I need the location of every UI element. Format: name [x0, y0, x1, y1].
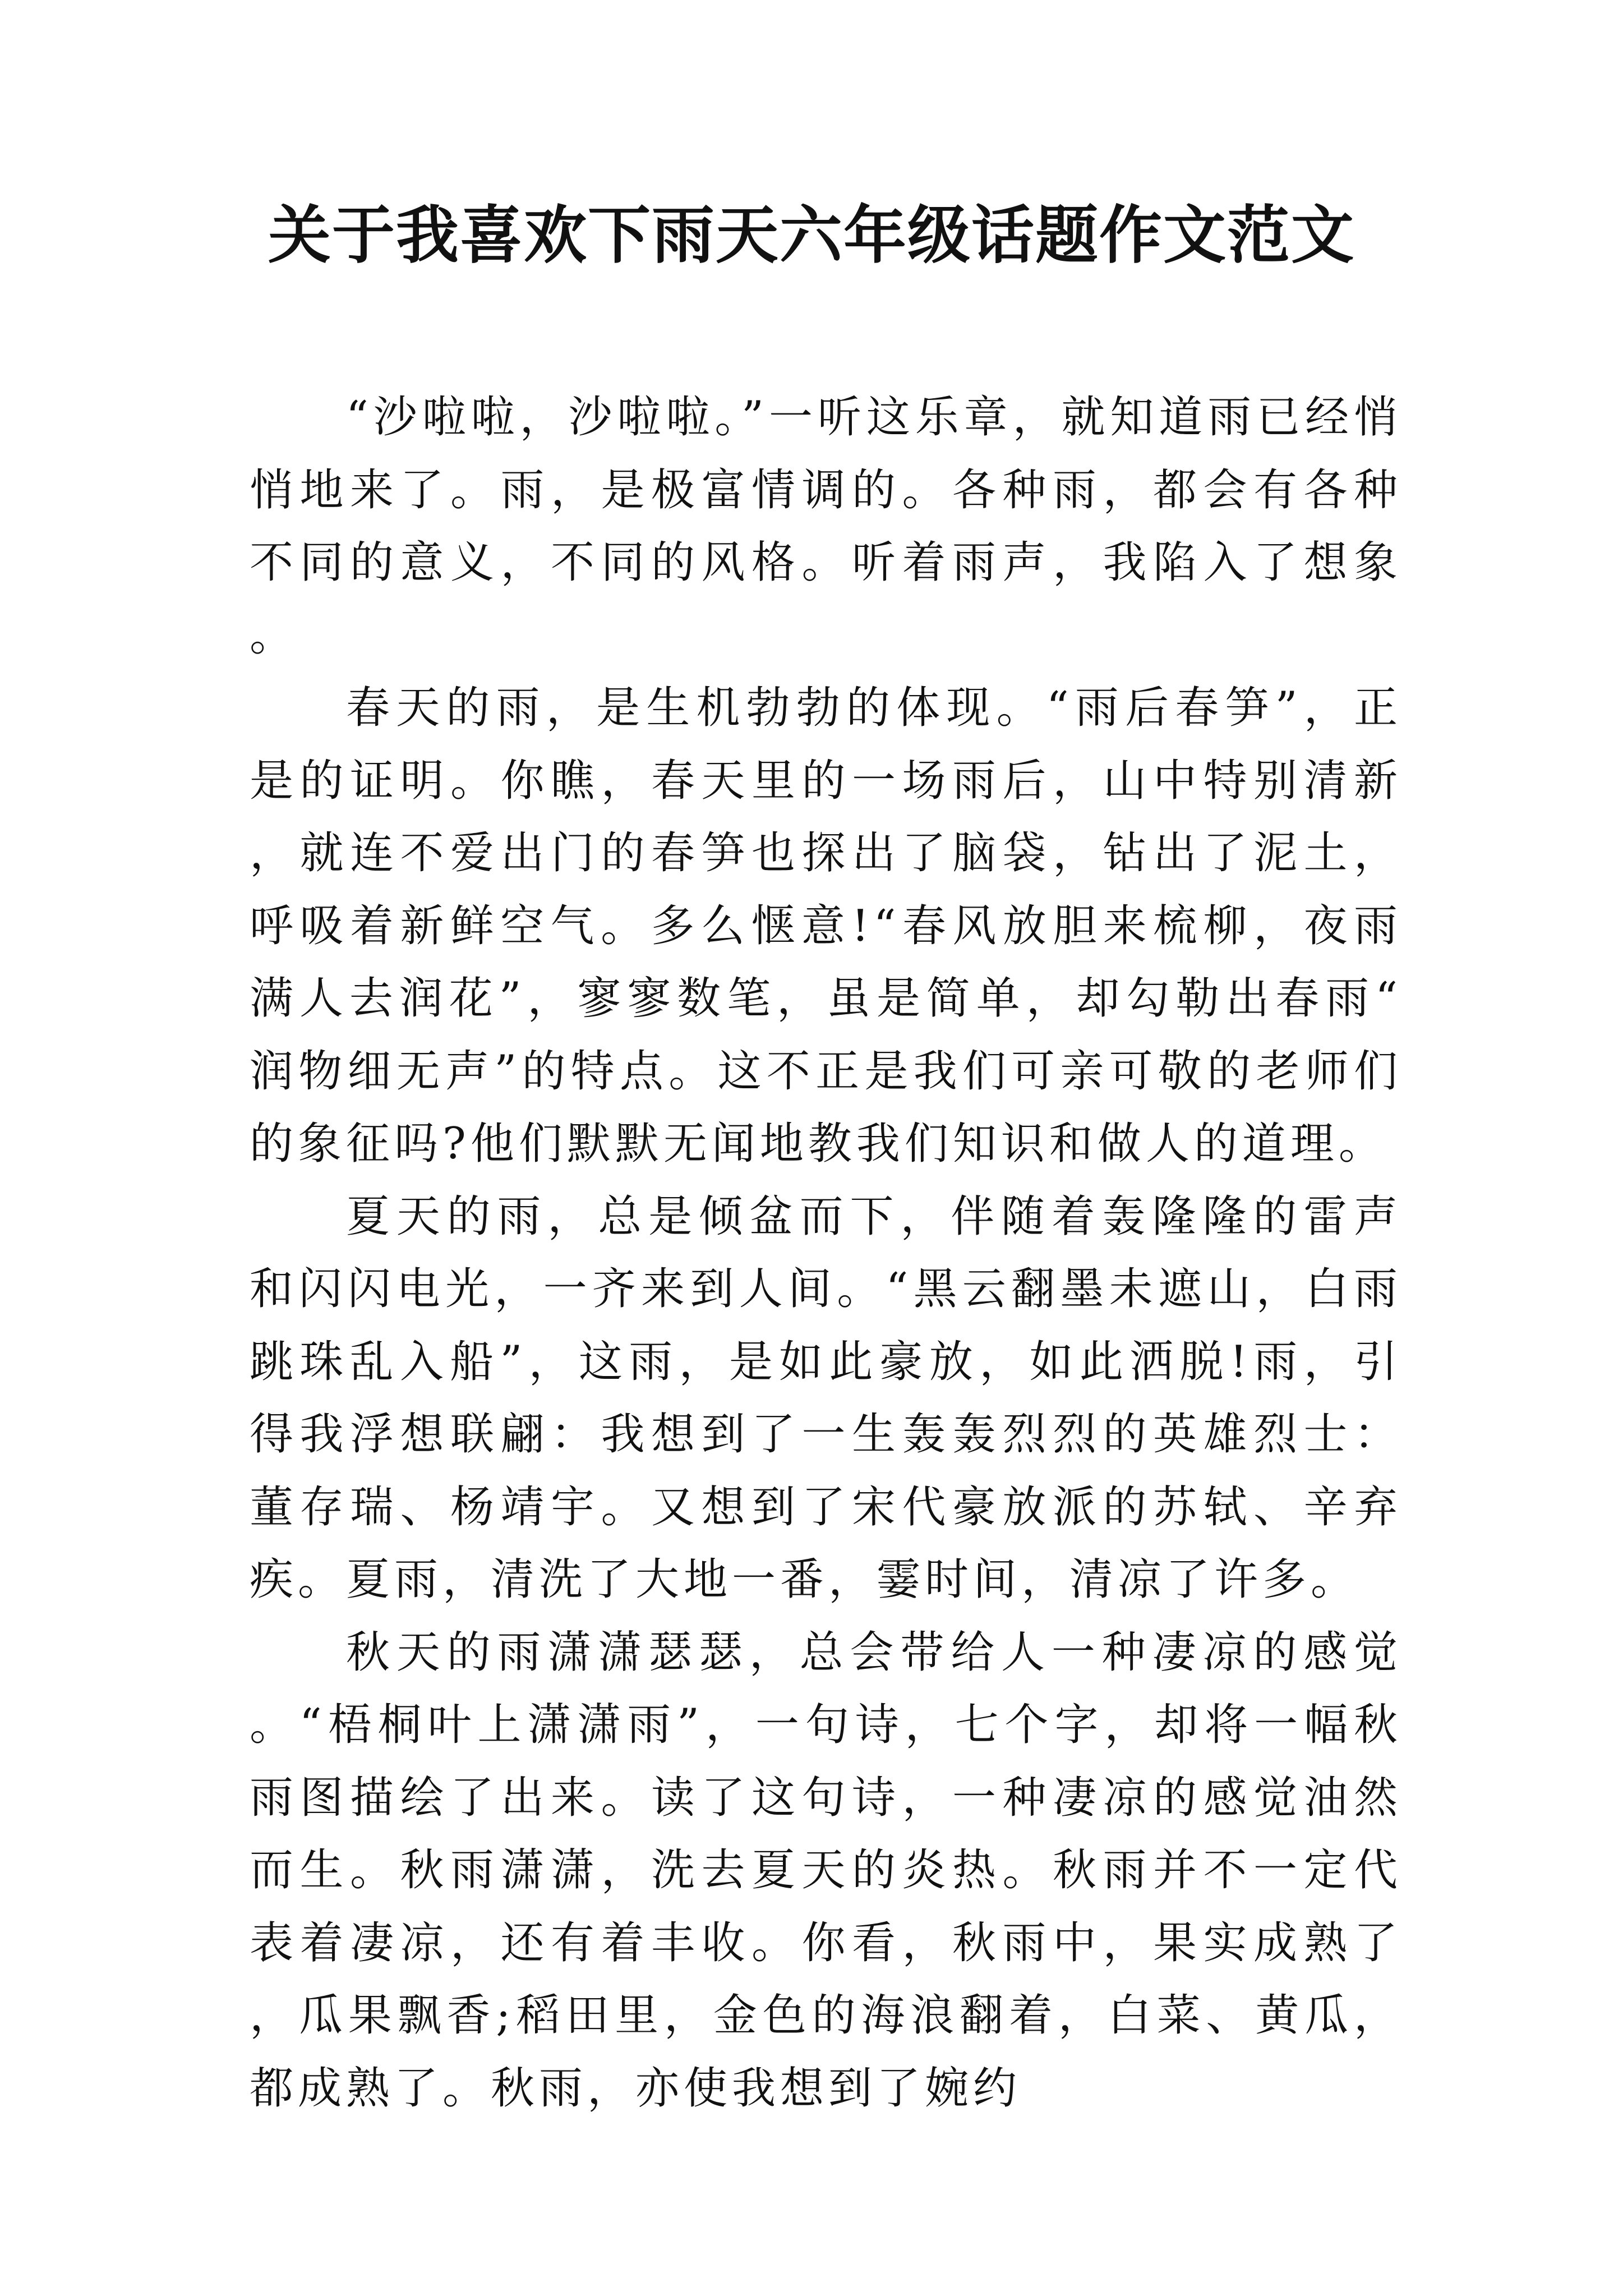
- paragraph-spring-rain: 春天的雨，是生机勃勃的体现。“雨后春笋”，正是的证明。你瞧，春天里的一场雨后，山中特别清新，就连不爱出门的春笋也探出了脑袋，钻出了泥土，呼吸着新鲜空气。多么惬意!“春风放胆来梳柳，夜雨满人去润花”，寥寥数笔，虽是简单，却勾勒出春雨“润物细无声”的特点。这不正是我们可亲可敬的老师们的象征吗?他们默默无闻地教我们知识和做人的道理。: [250, 683, 1402, 1169]
- document-body: [250, 381, 1402, 2125]
- paragraph-summer-rain: 夏天的雨，总是倾盆而下，伴随着轰隆隆的雷声和闪闪电光，一齐来到人间。“黑云翻墨未遮山，白雨跳珠乱入船”，这雨，是如此豪放，如此洒脱!雨，引得我浮想联翩：我想到了一生轰轰烈烈的英雄烈士：董存瑞、杨靖宇。又想到了宋代豪放派的苏轼、辛弃疾。夏雨，清洗了大地一番，霎时间，清凉了许多。: [250, 1191, 1402, 1605]
- document-title: 关于我喜欢下雨天六年级话题作文范文: [268, 199, 1355, 272]
- paragraph-rain-sound: “沙啦啦，沙啦啦。”一听这乐章，就知道雨已经悄悄地来了。雨，是极富情调的。各种雨，都会有各种不同的意义，不同的风格。听着雨声，我陷入了想象。: [250, 392, 1402, 661]
- paragraph-autumn-rain: 秋天的雨潇潇瑟瑟，总会带给人一种凄凉的感觉。“梧桐叶上潇潇雨”，一句诗，七个字，却将一幅秋雨图描绘了出来。读了这句诗，一种凄凉的感觉油然而生。秋雨潇潇，洗去夏天的炎热。秋雨并不一定代表着凄凉，还有着丰收。你看，秋雨中，果实成熟了，瓜果飘香;稻田里，金色的海浪翻着，白菜、黄瓜，都成熟了。秋雨，亦使我想到了婉约: [250, 1627, 1402, 2114]
